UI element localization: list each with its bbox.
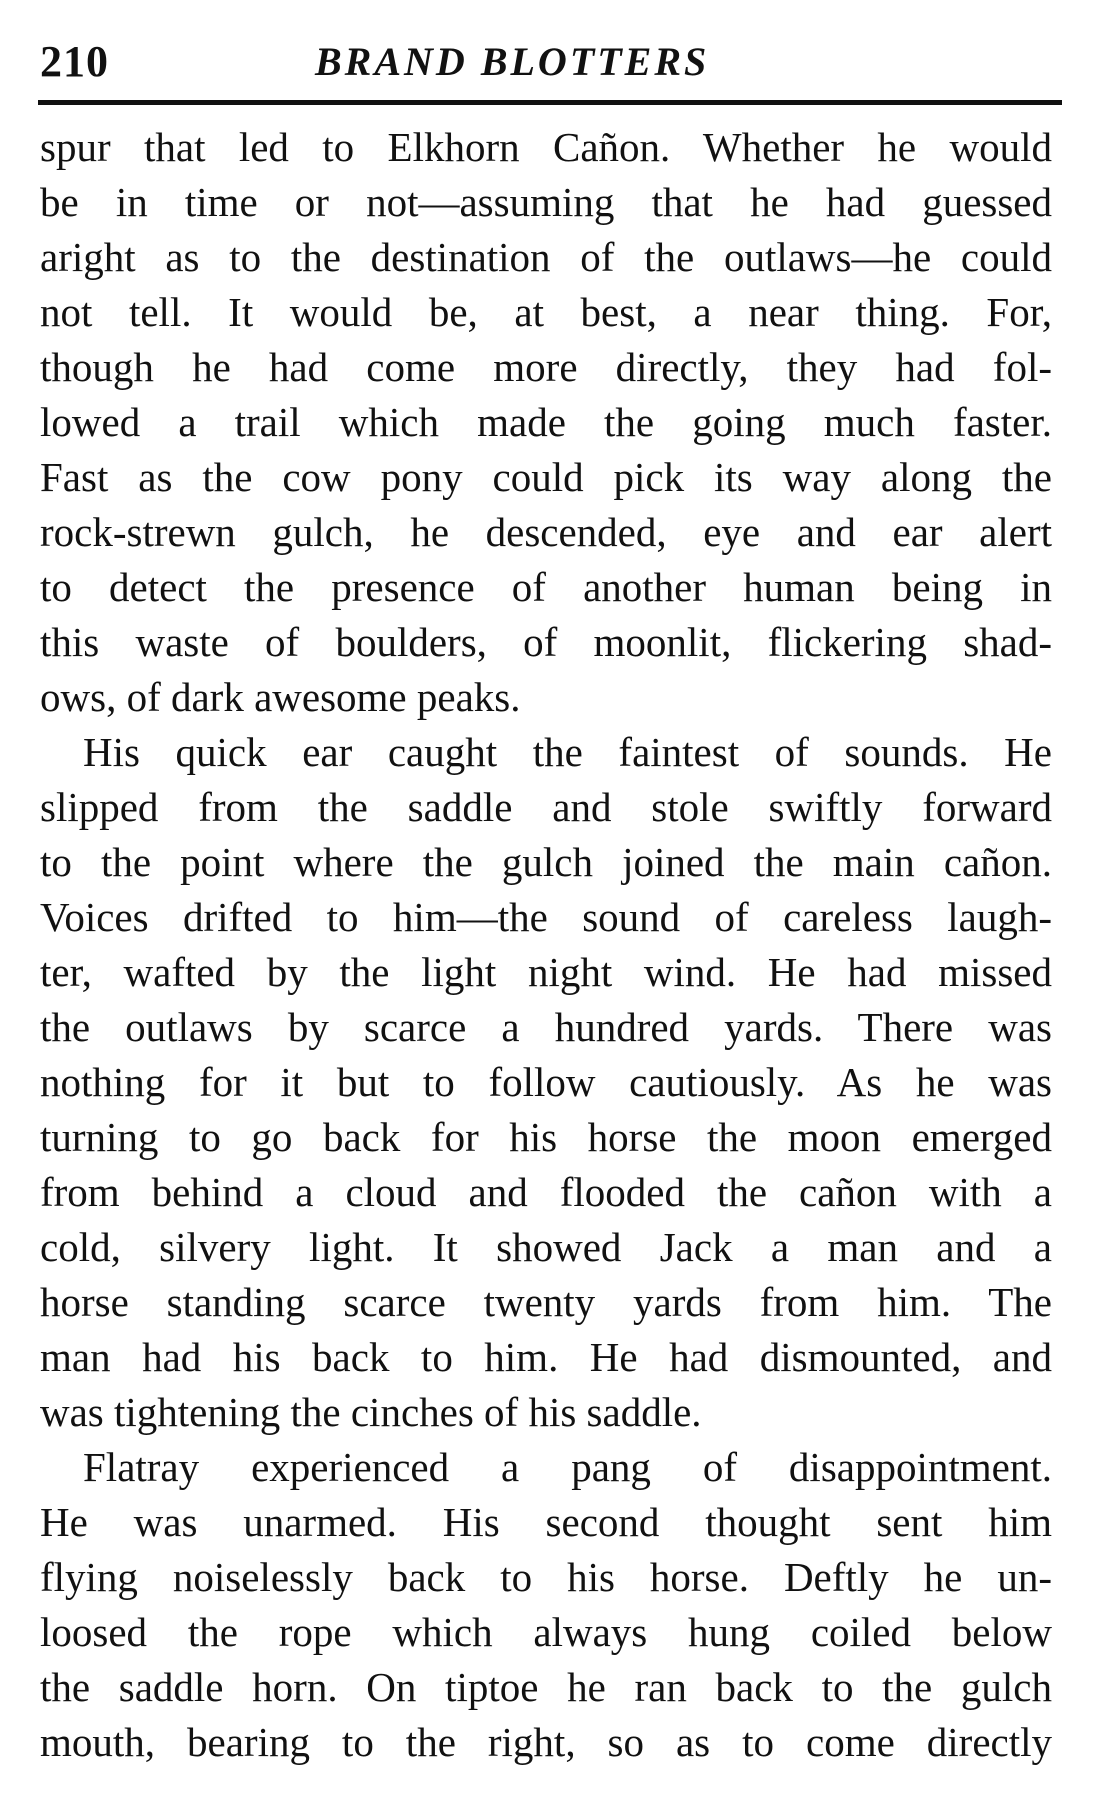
text-line: horse standing scarce twenty yards from him. The — [40, 1279, 1052, 1325]
text-line: Flatray experienced a pang of disappointment. — [83, 1444, 1052, 1490]
text-line: ows, of dark awesome peaks. — [40, 674, 521, 720]
text-line: man had his back to him. He had dismounted, and — [40, 1334, 1052, 1380]
text-line: was tightening the cinches of his saddle. — [40, 1389, 702, 1435]
text-line: not tell. It would be, at best, a near thing. For, — [40, 289, 1052, 335]
text-line: though he had come more directly, they had fol- — [40, 344, 1052, 390]
running-title: BRAND BLOTTERS — [315, 39, 710, 84]
text-line: lowed a trail which made the going much faster. — [40, 399, 1052, 445]
text-line: slipped from the saddle and stole swiftly forward — [40, 784, 1052, 830]
text-line: to the point where the gulch joined the main cañon. — [40, 839, 1052, 885]
paragraph — [40, 1440, 1052, 1770]
header-rule — [38, 100, 1062, 105]
text-line: this waste of boulders, of moonlit, flickering shad- — [40, 619, 1052, 665]
text-line: flying noiselessly back to his horse. Deftly he un- — [40, 1554, 1052, 1600]
text-line: ter, wafted by the light night wind. He had missed — [40, 949, 1052, 995]
text-line: spur that led to Elkhorn Cañon. Whether he would — [40, 124, 1052, 170]
page-header — [40, 32, 1056, 92]
text-line: the outlaws by scarce a hundred yards. There was — [40, 1004, 1052, 1050]
text-line: rock-strewn gulch, he descended, eye and ear alert — [40, 509, 1052, 555]
text-line: to detect the presence of another human being in — [40, 564, 1052, 610]
text-line: mouth, bearing to the right, so as to come directly — [40, 1719, 1052, 1765]
text-line: cold, silvery light. It showed Jack a man and a — [40, 1224, 1052, 1270]
paragraph — [40, 725, 1052, 1440]
text-line: Voices drifted to him—the sound of careless laugh- — [40, 894, 1052, 940]
text-line: the saddle horn. On tiptoe he ran back to the gulch — [40, 1664, 1052, 1710]
text-line: aright as to the destination of the outlaws—he could — [40, 234, 1052, 280]
body-text — [40, 120, 1052, 1770]
text-line: He was unarmed. His second thought sent him — [40, 1499, 1052, 1545]
text-line: nothing for it but to follow cautiously. As he was — [40, 1059, 1052, 1105]
paragraph — [40, 120, 1052, 725]
text-line: be in time or not—assuming that he had guessed — [40, 179, 1052, 225]
text-line: loosed the rope which always hung coiled below — [40, 1609, 1052, 1655]
text-line: His quick ear caught the faintest of sounds. He — [83, 729, 1052, 775]
page-number: 210 — [40, 37, 109, 86]
text-line: turning to go back for his horse the moon emerged — [40, 1114, 1052, 1160]
text-line: from behind a cloud and flooded the cañon with a — [40, 1169, 1052, 1215]
text-line: Fast as the cow pony could pick its way along the — [40, 454, 1052, 500]
